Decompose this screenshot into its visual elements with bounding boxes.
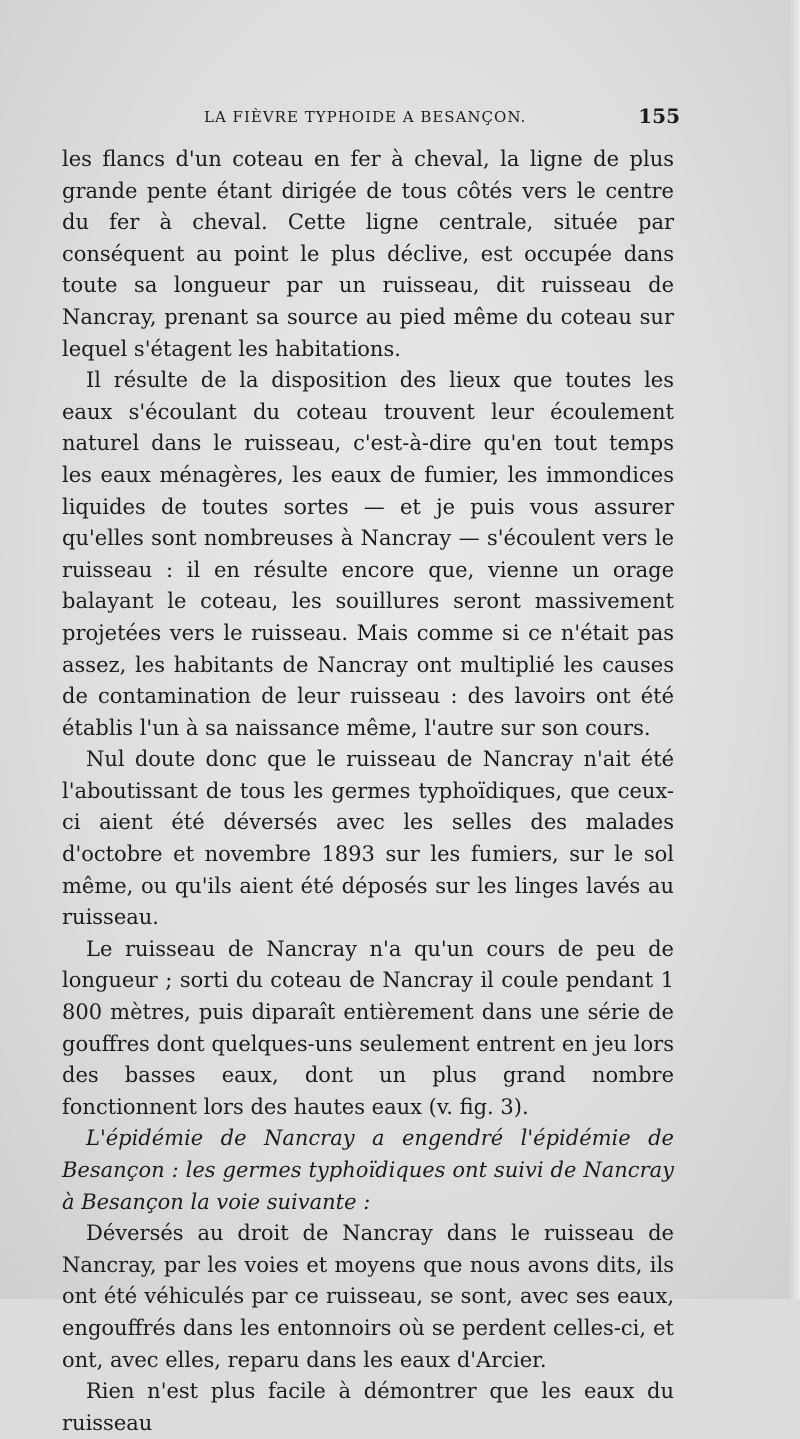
paragraph-4: Le ruisseau de Nancray n'a qu'un cours de peu de longueur ; sorti du coteau de Nancray il coule pendant 1 800 mètres, puis diparaît entièrement dans une série de gouffres dont quelques-uns seulement entrent en jeu lors des basses eaux, dont un plus grand nombre fonctionnent lors des hautes eaux (v. fig. 3). xyxy=(62,936,674,1119)
body-text xyxy=(62,144,674,1439)
running-title: LA FIÈVRE TYPHOIDE A BESANÇON. xyxy=(204,108,527,126)
paragraph-2: Il résulte de la disposition des lieux que toutes les eaux s'écoulant du coteau trouvent leur écoulement naturel dans le ruisseau, c'est-à-dire qu'en tout temps les eaux ménagères, les eaux de fumier, les immondices liquides de toutes sortes — et je puis vous assurer qu'elles sont nombreuses à Nancray — s'écoulent vers le ruisseau : il en résulte encore que, vienne un orage balayant le coteau, les souillures seront massivement projetées vers le ruisseau. Mais comme si ce n'était pas assez, les habitants de Nancray ont multiplié les causes de contamination de leur ruisseau : des lavoirs ont été établis l'un à sa naissance même, l'autre sur son cours. xyxy=(62,368,674,740)
paragraph-7: Rien n'est plus facile à démontrer que les eaux du ruisseau xyxy=(62,1379,674,1435)
paragraph-3: Nul doute donc que le ruisseau de Nancray n'ait été l'aboutissant de tous les germes typhoïdiques, que ceux-ci aient été déversés avec les selles des malades d'octobre et novembre 1893 sur les fumiers, sur le sol même, ou qu'ils aient été déposés sur les linges lavés au ruisseau. xyxy=(62,747,674,930)
page-header xyxy=(64,104,680,132)
paragraph-1: les flancs d'un coteau en fer à cheval, la ligne de plus grande pente étant dirigée de tous côtés vers le centre du fer à cheval. Cette ligne centrale, située par conséquent au point le plus déclive, est occupée dans toute sa longueur par un ruisseau, dit ruisseau de Nancray, prenant sa source au pied même du coteau sur lequel s'étagent les habitations. xyxy=(62,147,674,361)
paragraph-5-italic: L'épidémie de Nancray a engendré l'épidémie de Besançon : les germes typhoïdiques ont suivi de Nancray à Besançon la voie suivante : xyxy=(62,1126,674,1214)
page-number: 155 xyxy=(638,104,680,128)
page-edge-shadow xyxy=(788,0,800,1299)
paragraph-6: Déversés au droit de Nancray dans le ruisseau de Nancray, par les voies et moyens que nous avons dits, ils ont été véhiculés par ce ruisseau, se sont, avec ses eaux, engouffrés dans les entonnoirs où se perdent celles-ci, et ont, avec elles, reparu dans les eaux d'Arcier. xyxy=(62,1221,674,1372)
